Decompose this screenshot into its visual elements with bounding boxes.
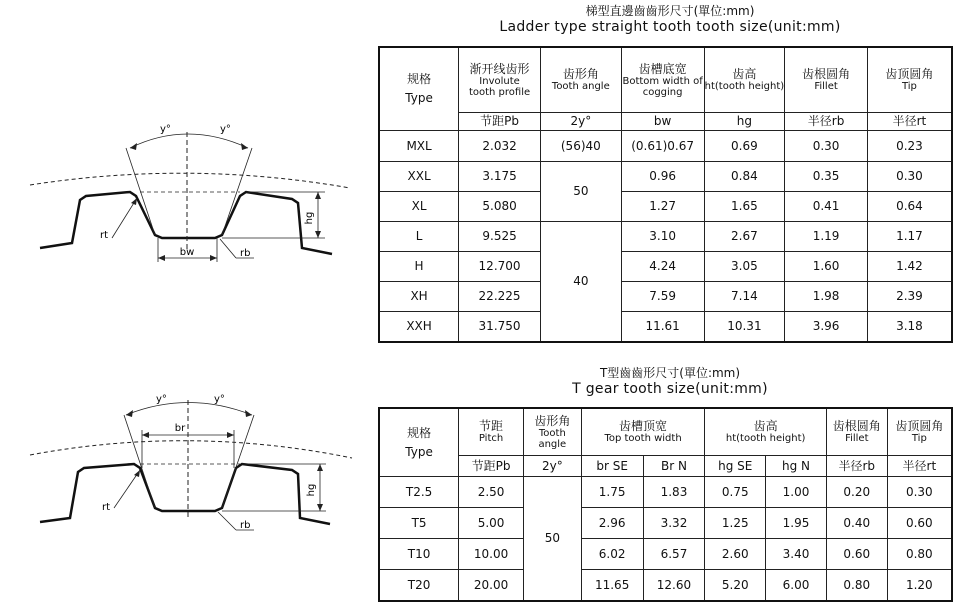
table-cell: 1.19 <box>785 222 868 252</box>
table-cell: 1.60 <box>785 252 868 282</box>
tgear-table-title <box>380 366 960 397</box>
ladder-subheader-row <box>379 113 952 131</box>
header-label: 规格 <box>407 425 432 440</box>
table-row <box>379 192 952 222</box>
ladder-header-bw <box>621 47 704 113</box>
ladder-sub-angle: 2y° <box>540 113 621 131</box>
table-cell: 1.27 <box>621 192 704 222</box>
table-cell: 0.80 <box>826 570 887 602</box>
header-label: 规格 <box>407 72 432 86</box>
ladder-sub-rt: 半径rt <box>867 113 952 131</box>
header-label: 节距 <box>479 419 504 433</box>
header-label: Pitch <box>478 433 504 444</box>
table-cell: 6.02 <box>581 539 643 570</box>
table-cell: 0.30 <box>867 162 952 192</box>
table-cell: 半径rb <box>826 456 887 477</box>
table-cell: 1.00 <box>766 477 827 508</box>
ladder-sub-rb: 半径rb <box>785 113 868 131</box>
table-cell: 1.75 <box>581 477 643 508</box>
table-cell: 7.59 <box>621 282 704 312</box>
ladder-angle-group2: 40 <box>540 222 621 343</box>
header-label: Fillet <box>814 81 838 92</box>
y-right-label-2: y° <box>214 394 225 405</box>
table-cell: 0.84 <box>704 162 785 192</box>
table-cell: 3.05 <box>704 252 785 282</box>
t-gear-tooth-diagram <box>0 380 370 550</box>
header-label: Involute tooth profile <box>468 75 531 98</box>
table-cell: T20 <box>379 570 459 602</box>
table-cell: 11.61 <box>621 312 704 343</box>
table-cell: 0.60 <box>887 508 952 539</box>
header-label: Type <box>405 444 433 459</box>
ladder-title-cn: 梯型直邊齒齒形尺寸(單位:mm) <box>585 4 755 18</box>
table-cell: XH <box>379 282 459 312</box>
table-cell: 2y° <box>523 456 581 477</box>
header-label: 齿形角 <box>562 67 599 81</box>
table-cell: 10.31 <box>704 312 785 343</box>
ladder-table-title <box>380 4 960 35</box>
header-label: Type <box>405 91 433 105</box>
table-cell: 11.65 <box>581 570 643 602</box>
hg-label: hg <box>304 211 315 225</box>
table-cell: 5.20 <box>705 570 766 602</box>
header-label: 齿顶圆角 <box>895 419 944 433</box>
header-label: Fillet <box>845 433 869 444</box>
ladder-header-row <box>379 47 952 113</box>
table-cell: 1.20 <box>887 570 952 602</box>
table-cell: 1.17 <box>867 222 952 252</box>
rb-label: rb <box>240 248 251 259</box>
table-cell: 3.175 <box>459 162 541 192</box>
bw-label: bw <box>179 247 195 258</box>
header-label: Bottom width of cogging <box>622 75 703 98</box>
table-row <box>379 252 952 282</box>
table-cell: Br N <box>643 456 705 477</box>
table-row <box>379 131 952 162</box>
table-cell: 22.225 <box>459 282 541 312</box>
tgear-title-en: T gear tooth size(unit:mm) <box>572 381 768 397</box>
header-label: ht(tooth height) <box>725 433 806 444</box>
table-cell: XXL <box>379 162 459 192</box>
table-cell: MXL <box>379 131 459 162</box>
rt-label-2: rt <box>102 502 111 513</box>
table-cell: (0.61)0.67 <box>621 131 704 162</box>
tgear-header-type <box>379 408 459 477</box>
hg-label-2: hg <box>306 483 317 497</box>
tgear-angle-group: 50 <box>523 477 581 602</box>
table-cell: 1.42 <box>867 252 952 282</box>
table-cell: XXH <box>379 312 459 343</box>
table-cell: 12.60 <box>643 570 705 602</box>
header-label: 齿形角 <box>534 413 571 428</box>
table-cell: 节距Pb <box>459 456 524 477</box>
table-cell: 3.10 <box>621 222 704 252</box>
ladder-size-table <box>378 46 953 343</box>
table-cell: H <box>379 252 459 282</box>
tgear-header-row <box>379 408 952 456</box>
table-cell: 1.65 <box>704 192 785 222</box>
table-cell: 2.50 <box>459 477 524 508</box>
header-label: 齿根圆角 <box>832 419 881 433</box>
table-cell: 3.96 <box>785 312 868 343</box>
table-cell: 1.83 <box>643 477 705 508</box>
table-cell: 2.39 <box>867 282 952 312</box>
rt-label: rt <box>100 230 109 241</box>
header-label: Top tooth width <box>604 433 682 444</box>
tgear-header-tip <box>887 408 952 456</box>
table-cell: 4.24 <box>621 252 704 282</box>
table-cell: 0.30 <box>785 131 868 162</box>
header-label: Tip <box>911 433 927 444</box>
header-label: Tip <box>901 81 917 92</box>
table-cell: 3.40 <box>766 539 827 570</box>
table-row <box>379 570 952 602</box>
table-row <box>379 222 952 252</box>
table-cell: 6.57 <box>643 539 705 570</box>
header-label: 齿高 <box>753 419 778 433</box>
table-cell: 0.20 <box>826 477 887 508</box>
table-cell: 2.67 <box>704 222 785 252</box>
header-label: 齿顶圆角 <box>885 67 934 81</box>
ladder-header-tip <box>867 47 952 113</box>
table-row <box>379 477 952 508</box>
y-right-label: y° <box>220 124 231 135</box>
table-cell: 0.30 <box>887 477 952 508</box>
header-label: 齿槽底宽 <box>638 61 687 76</box>
table-cell: 1.95 <box>766 508 827 539</box>
ladder-title-en: Ladder type straight tooth tooth size(unit:mm) <box>499 19 841 35</box>
ladder-header-involute <box>459 47 541 113</box>
br-label: br <box>174 423 186 434</box>
table-cell: 7.14 <box>704 282 785 312</box>
table-cell: 2.60 <box>705 539 766 570</box>
ladder-header-height <box>704 47 785 113</box>
table-cell: 2.032 <box>459 131 541 162</box>
tgear-header-height <box>705 408 827 456</box>
table-cell: 10.00 <box>459 539 524 570</box>
table-row <box>379 312 952 343</box>
table-cell: 0.35 <box>785 162 868 192</box>
ladder-sub-pitch: 节距Pb <box>459 113 541 131</box>
tgear-header-angle <box>523 408 581 456</box>
header-label: 齿根圆角 <box>802 67 851 81</box>
table-cell: T2.5 <box>379 477 459 508</box>
tgear-subheader-row <box>379 456 952 477</box>
table-row <box>379 162 952 192</box>
table-row <box>379 282 952 312</box>
table-cell: 3.18 <box>867 312 952 343</box>
table-row <box>379 539 952 570</box>
table-cell: br SE <box>581 456 643 477</box>
ladder-sub-bw: bw <box>621 113 704 131</box>
ladder-header-fillet <box>785 47 868 113</box>
table-cell: 5.080 <box>459 192 541 222</box>
tgear-size-table <box>378 407 953 602</box>
header-label: ht(tooth height) <box>704 81 785 92</box>
table-cell: T5 <box>379 508 459 539</box>
table-cell: 0.80 <box>887 539 952 570</box>
table-cell: (56)40 <box>540 131 621 162</box>
table-cell: 0.96 <box>621 162 704 192</box>
table-cell: 0.60 <box>826 539 887 570</box>
header-label: Tooth angle <box>551 81 610 92</box>
table-cell: 0.41 <box>785 192 868 222</box>
table-cell: hg N <box>766 456 827 477</box>
table-cell: 1.98 <box>785 282 868 312</box>
table-cell: 3.32 <box>643 508 705 539</box>
header-label: 渐开线齿形 <box>469 61 530 76</box>
table-cell: 0.75 <box>705 477 766 508</box>
ladder-angle-group1: 50 <box>540 162 621 222</box>
table-cell: 5.00 <box>459 508 524 539</box>
table-cell: 半径rt <box>887 456 952 477</box>
tgear-header-pitch <box>459 408 524 456</box>
rb-label-2: rb <box>240 520 251 531</box>
table-cell: 0.23 <box>867 131 952 162</box>
table-cell: 2.96 <box>581 508 643 539</box>
ladder-header-type <box>379 47 459 131</box>
table-cell: 9.525 <box>459 222 541 252</box>
table-row <box>379 508 952 539</box>
y-left-label-2: y° <box>156 394 167 405</box>
y-left-label: y° <box>160 124 171 135</box>
tgear-header-top-width <box>581 408 705 456</box>
table-cell: T10 <box>379 539 459 570</box>
header-label: 齿高 <box>732 67 757 81</box>
table-cell: 20.00 <box>459 570 524 602</box>
header-label: Tooth angle <box>538 427 567 450</box>
table-cell: 0.69 <box>704 131 785 162</box>
table-cell: 6.00 <box>766 570 827 602</box>
tgear-header-fillet <box>826 408 887 456</box>
table-cell: L <box>379 222 459 252</box>
table-cell: 31.750 <box>459 312 541 343</box>
table-cell: 0.64 <box>867 192 952 222</box>
header-label: 齿槽顶宽 <box>619 419 668 433</box>
table-cell: 12.700 <box>459 252 541 282</box>
table-cell: hg SE <box>705 456 766 477</box>
table-cell: 1.25 <box>705 508 766 539</box>
ladder-tooth-diagram <box>0 100 370 290</box>
tgear-title-cn: T型齒齒形尺寸(單位:mm) <box>599 366 741 380</box>
ladder-header-angle <box>540 47 621 113</box>
table-cell: 0.40 <box>826 508 887 539</box>
table-cell: XL <box>379 192 459 222</box>
ladder-sub-hg: hg <box>704 113 785 131</box>
